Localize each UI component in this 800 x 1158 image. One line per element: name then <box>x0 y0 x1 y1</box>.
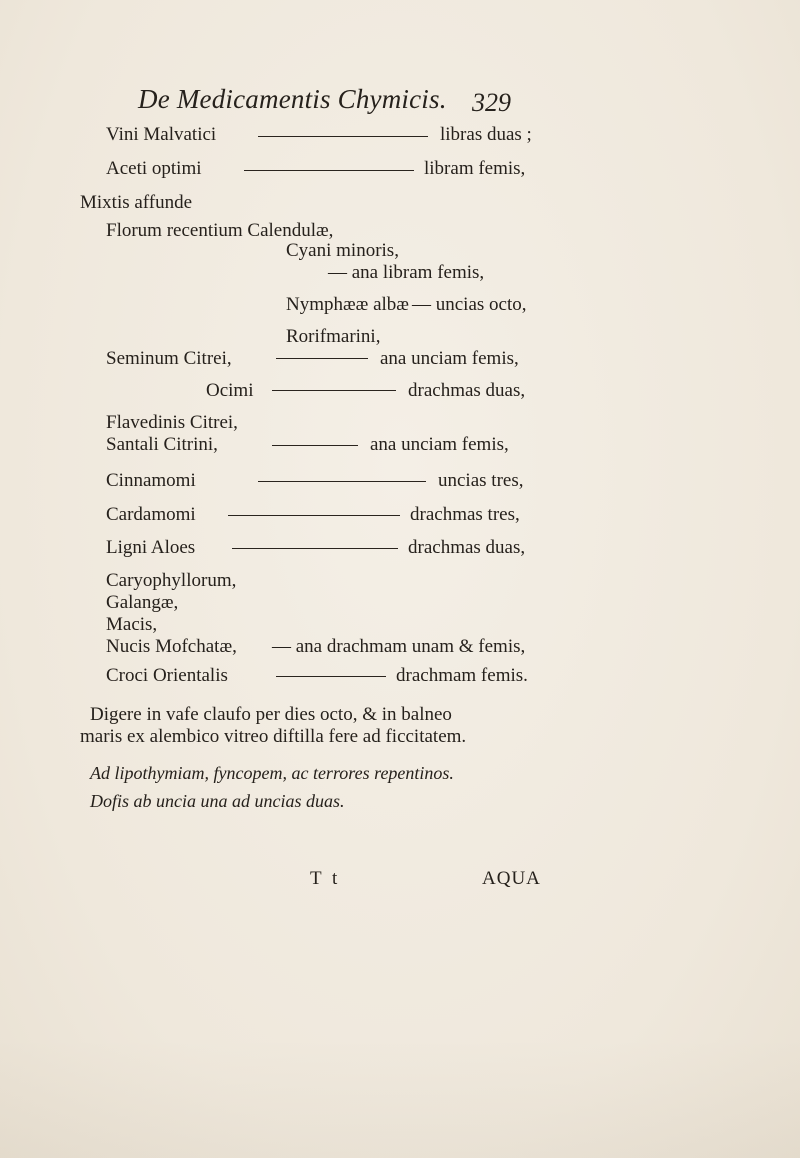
line-15-amount: drachmas duas, <box>408 537 526 558</box>
italic-note-2: Dofis ab uncia una ad uncias duas. <box>90 791 345 811</box>
line-7-name: Nymphææ albæ <box>286 294 409 315</box>
italic-note-1: Ad lipothymiam, fyncopem, ac terrores repentinos. <box>90 763 454 783</box>
line-10-amount: drachmas duas, <box>408 380 526 401</box>
page-edge-shading <box>0 1038 800 1158</box>
line-9-name: Seminum Citrei, <box>106 348 232 369</box>
line-19-amount: — ana drachmam unam & femis, <box>272 636 526 657</box>
dash-rule <box>272 390 396 391</box>
line-1-name: Vini Malvatici <box>106 124 217 145</box>
line-11: Flavedinis Citrei, <box>106 412 238 433</box>
line-13-name: Cinnamomi <box>106 470 196 491</box>
line-1-amount: libras duas ; <box>440 124 532 145</box>
dash-rule <box>272 445 358 446</box>
paragraph-line-1: Digere in vafe claufo per dies octo, & in balneo <box>90 704 452 725</box>
line-19-name: Nucis Mofchatæ, <box>106 636 237 657</box>
line-12-amount: ana unciam femis, <box>370 434 509 455</box>
dash-rule <box>258 481 426 482</box>
dash-rule <box>276 358 368 359</box>
line-14-name: Cardamomi <box>106 504 196 525</box>
line-12-name: Santali Citrini, <box>106 434 218 455</box>
running-header: De Medicamentis Chymicis. <box>138 84 447 114</box>
line-16: Caryophyllorum, <box>106 570 237 591</box>
line-20-amount: drachmam femis. <box>396 665 528 686</box>
line-5: Cyani minoris, <box>286 240 399 261</box>
line-14-amount: drachmas tres, <box>410 504 520 525</box>
signature-mark: T t <box>310 868 341 889</box>
line-17: Galangæ, <box>106 592 179 613</box>
dash-rule <box>228 515 400 516</box>
line-10-name: Ocimi <box>206 380 254 401</box>
dash-rule <box>276 676 386 677</box>
line-9-amount: ana unciam femis, <box>380 348 519 369</box>
line-6: — ana libram femis, <box>328 262 485 283</box>
line-15-name: Ligni Aloes <box>106 537 196 558</box>
page-number: 329 <box>472 88 511 117</box>
line-18: Macis, <box>106 614 158 635</box>
paragraph-line-2: maris ex alembico vitreo diftilla fere ad ficcitatem. <box>80 726 467 747</box>
line-7-amount: — uncias octo, <box>412 294 527 315</box>
dash-rule <box>232 548 398 549</box>
line-4: Florum recentium Calendulæ, <box>106 220 334 241</box>
line-20-name: Croci Orientalis <box>106 665 228 686</box>
line-2-name: Aceti optimi <box>106 158 202 179</box>
line-3: Mixtis affunde <box>80 192 193 213</box>
line-2-amount: libram femis, <box>424 158 526 179</box>
catchword: AQUA <box>482 868 541 889</box>
dash-rule <box>244 170 414 171</box>
line-8: Rorifmarini, <box>286 326 381 347</box>
dash-rule <box>258 136 428 137</box>
line-13-amount: uncias tres, <box>438 470 524 491</box>
